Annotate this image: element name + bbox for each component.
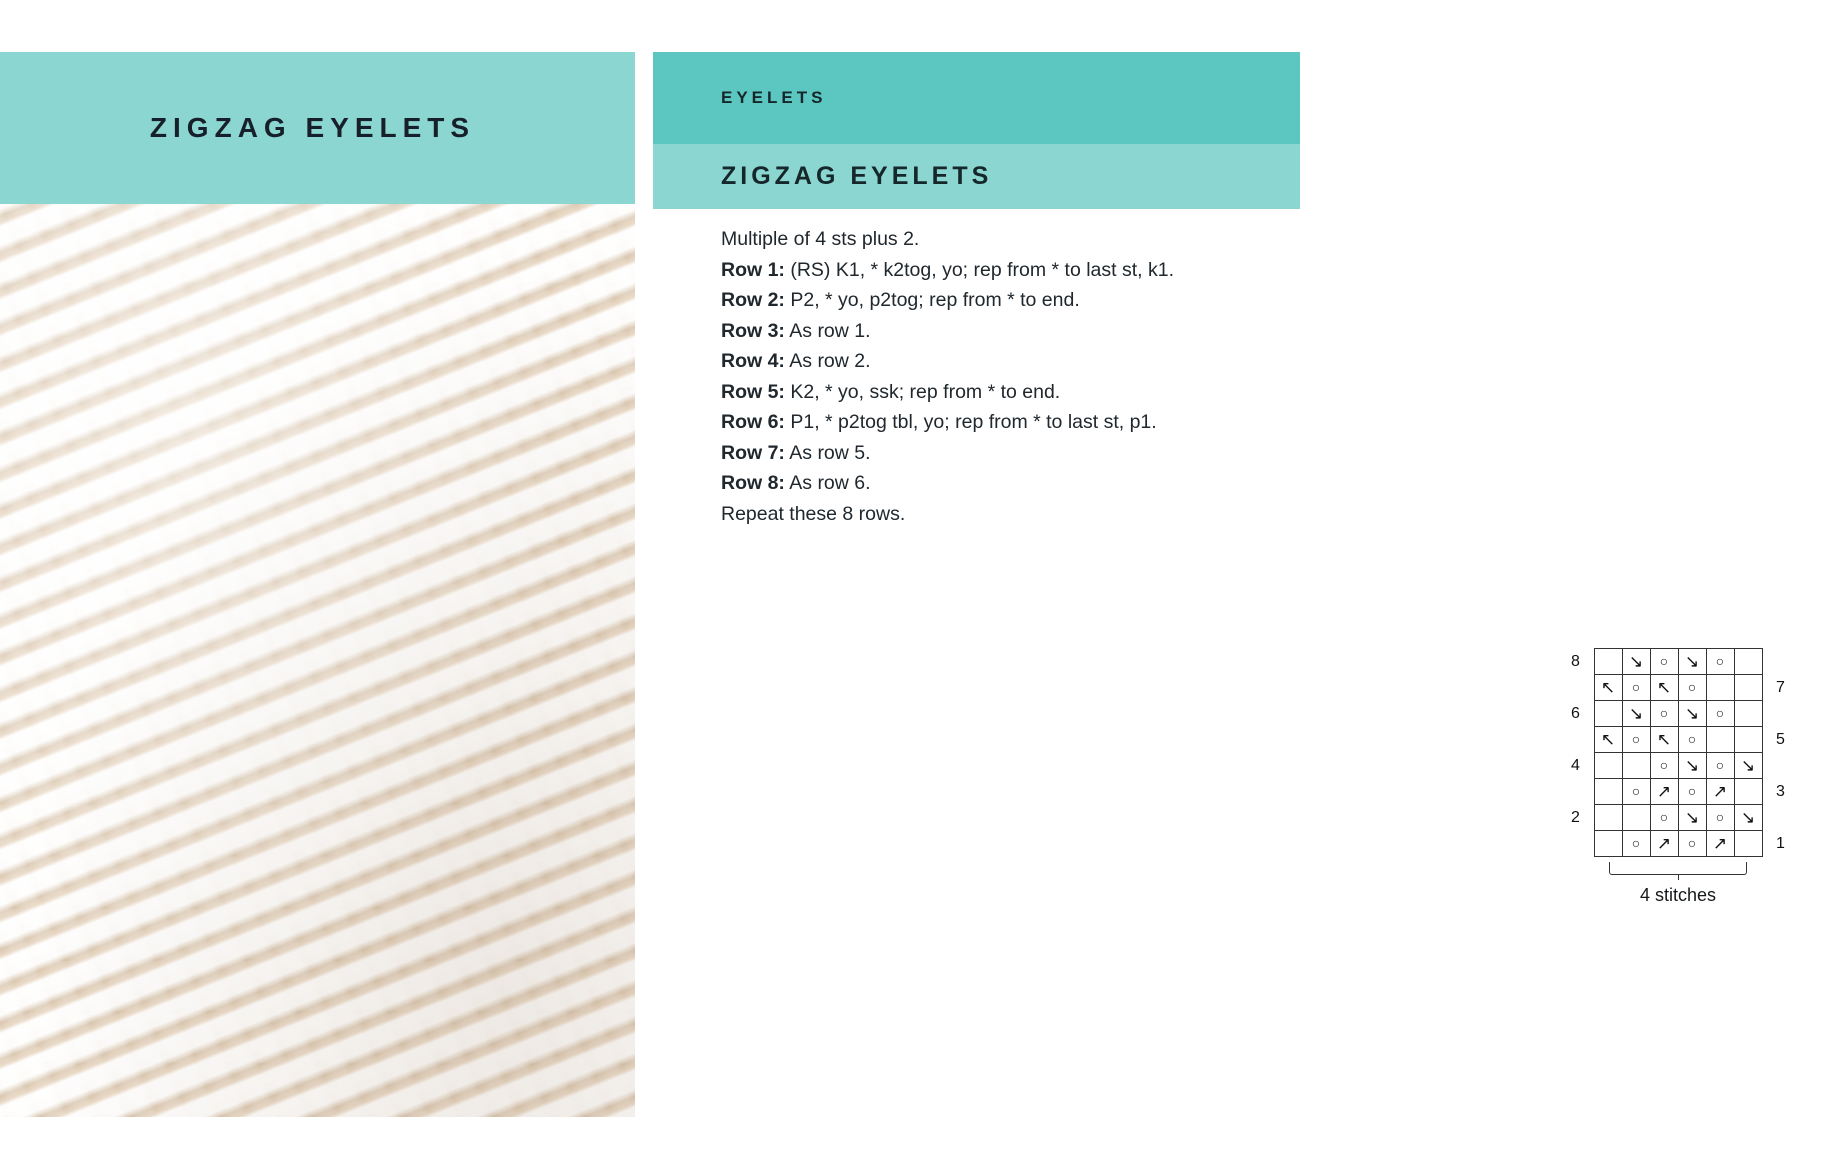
row-label-6: Row 6: (721, 411, 785, 433)
chart-row-label-right: 5 (1776, 730, 1785, 748)
chart-row (1558, 753, 1799, 779)
chart-cell (1678, 753, 1706, 779)
row-line-5 (721, 377, 1231, 407)
chart-symbol: ↖ (1600, 730, 1616, 749)
chart-symbol: ↗ (1656, 782, 1672, 801)
chart-cell (1734, 727, 1762, 753)
chart-cell (1678, 649, 1706, 675)
chart-row (1558, 831, 1799, 857)
chart-row-label-left: 6 (1571, 704, 1580, 722)
repeat-line: Repeat these 8 rows. (721, 502, 906, 525)
chart-symbol: ○ (1631, 731, 1641, 747)
chart-cell (1734, 805, 1762, 831)
chart-cell (1678, 727, 1706, 753)
chart-symbol: ○ (1687, 679, 1697, 695)
row-text-3: As row 1. (789, 319, 871, 342)
chart-cell (1650, 779, 1678, 805)
row-line-8 (721, 468, 1231, 498)
chart-row-label-right: 3 (1776, 782, 1785, 800)
chart-row-label-right (1762, 753, 1799, 779)
chart-cell (1594, 649, 1622, 675)
chart-symbol: ○ (1687, 783, 1697, 799)
chart-symbol: ↘ (1740, 756, 1756, 775)
row-text-7: As row 5. (789, 441, 871, 464)
chart-cell (1622, 727, 1650, 753)
chart-row (1558, 727, 1799, 753)
row-text-1: (RS) K1, * k2tog, yo; rep from * to last st, k1. (790, 258, 1174, 281)
chart-row (1558, 675, 1799, 701)
chart-cell (1594, 727, 1622, 753)
chart-symbol: ↘ (1684, 756, 1700, 775)
chart-symbol: ↗ (1712, 782, 1728, 801)
chart-cell (1678, 831, 1706, 857)
row-line-6 (721, 407, 1231, 437)
chart-cell (1594, 753, 1622, 779)
row-text-4: As row 2. (789, 350, 871, 372)
row-text-6: P1, * p2tog tbl, yo; rep from * to last st, p1. (790, 411, 1157, 433)
pattern-title: ZIGZAG EYELETS (721, 162, 993, 190)
chart-symbol: ○ (1715, 705, 1725, 721)
chart-row-label-right (1762, 805, 1799, 831)
row-label-4: Row 4: (721, 350, 785, 372)
chart-cell (1706, 727, 1734, 753)
chart-row (1558, 779, 1799, 805)
chart-cell (1622, 779, 1650, 805)
chart-cell (1734, 701, 1762, 727)
chart-symbol: ○ (1659, 653, 1669, 669)
instructions-card (653, 52, 1785, 1117)
chart-symbol: ○ (1687, 731, 1697, 747)
category-label: EYELETS (721, 88, 827, 107)
chart-symbol: ○ (1631, 783, 1641, 799)
chart-symbol: ↗ (1712, 834, 1728, 853)
chart-symbol: ↘ (1740, 808, 1756, 827)
row-line-3 (721, 316, 1231, 346)
chart-row (1558, 701, 1799, 727)
row-label-3: Row 3: (721, 319, 785, 342)
swatch-header (0, 52, 635, 204)
chart-grid (1558, 648, 1799, 857)
chart-cell (1678, 701, 1706, 727)
chart-symbol: ↘ (1628, 704, 1644, 723)
chart-row-label-left (1558, 727, 1595, 753)
row-label-7: Row 7: (721, 441, 785, 464)
chart-cell (1678, 805, 1706, 831)
chart-symbol: ↘ (1628, 652, 1644, 671)
knitted-swatch-photo (0, 204, 635, 1117)
chart-symbol: ↖ (1600, 678, 1616, 697)
chart-row-label-right: 1 (1776, 834, 1785, 852)
chart-cell (1650, 753, 1678, 779)
chart-symbol: ○ (1659, 705, 1669, 721)
swatch-title: ZIGZAG EYELETS (149, 112, 476, 143)
chart-cell (1622, 649, 1650, 675)
chart-row-label-left: 2 (1571, 808, 1580, 826)
chart-cell (1706, 753, 1734, 779)
chart-cell (1594, 675, 1622, 701)
chart-cell (1706, 779, 1734, 805)
chart-symbol: ↗ (1656, 834, 1672, 853)
chart-symbol: ○ (1631, 835, 1641, 851)
multiple-line: Multiple of 4 sts plus 2. (721, 228, 920, 250)
row-label-5: Row 5: (721, 380, 785, 403)
stitch-chart (1513, 648, 1843, 906)
chart-row (1558, 805, 1799, 831)
row-label-8: Row 8: (721, 472, 785, 494)
chart-symbol: ↖ (1656, 678, 1672, 697)
row-label-2: Row 2: (721, 289, 785, 311)
instructions-body (721, 224, 1231, 529)
chart-cell (1678, 675, 1706, 701)
chart-cell (1734, 649, 1762, 675)
row-line-1 (721, 255, 1231, 285)
swatch-card (0, 52, 635, 1117)
row-line-7 (721, 438, 1231, 468)
stitch-count-label: 4 stitches (1639, 885, 1717, 905)
row-line-4 (721, 346, 1231, 376)
chart-row-label-right (1762, 701, 1799, 727)
chart-cell (1734, 675, 1762, 701)
row-text-2: P2, * yo, p2tog; rep from * to end. (790, 289, 1080, 311)
chart-symbol: ↘ (1684, 652, 1700, 671)
chart-cell (1706, 831, 1734, 857)
chart-cell (1706, 675, 1734, 701)
chart-row-label-left (1558, 675, 1595, 701)
chart-symbol: ○ (1687, 835, 1697, 851)
chart-symbol: ○ (1659, 809, 1669, 825)
chart-cell (1650, 805, 1678, 831)
chart-symbol: ↖ (1656, 730, 1672, 749)
chart-row-label-left: 4 (1571, 756, 1580, 774)
chart-cell (1594, 831, 1622, 857)
chart-cell (1650, 675, 1678, 701)
chart-cell (1622, 753, 1650, 779)
chart-cell (1622, 831, 1650, 857)
row-text-5: K2, * yo, ssk; rep from * to end. (790, 380, 1061, 403)
row-label-1: Row 1: (721, 258, 785, 281)
row-text-8: As row 6. (789, 472, 871, 494)
chart-cell (1622, 701, 1650, 727)
chart-cell (1594, 805, 1622, 831)
chart-cell (1622, 675, 1650, 701)
chart-symbol: ○ (1659, 757, 1669, 773)
chart-row-label-left (1558, 831, 1595, 857)
chart-row-label-right (1762, 649, 1799, 675)
chart-cell (1734, 779, 1762, 805)
chart-cell (1622, 805, 1650, 831)
chart-symbol: ○ (1715, 809, 1725, 825)
chart-symbol: ↘ (1684, 808, 1700, 827)
chart-brace-row (1513, 862, 1843, 875)
chart-symbol: ○ (1715, 653, 1725, 669)
row-line-2 (721, 285, 1231, 315)
chart-cell (1734, 831, 1762, 857)
pattern-title-banner (653, 144, 1300, 209)
chart-row-label-left (1558, 779, 1595, 805)
chart-symbol: ○ (1631, 679, 1641, 695)
chart-cell (1650, 649, 1678, 675)
chart-cell (1594, 779, 1622, 805)
swatch-shading (0, 204, 635, 1117)
chart-cell (1734, 753, 1762, 779)
chart-symbol: ↘ (1684, 704, 1700, 723)
chart-cell (1594, 701, 1622, 727)
chart-symbol: ○ (1715, 757, 1725, 773)
chart-cell (1706, 701, 1734, 727)
chart-cell (1706, 805, 1734, 831)
chart-cell (1678, 779, 1706, 805)
category-banner (653, 52, 1300, 144)
stitch-repeat-brace (1609, 862, 1747, 875)
chart-cell (1706, 649, 1734, 675)
chart-cell (1650, 831, 1678, 857)
chart-cell (1650, 727, 1678, 753)
chart-row-label-left: 8 (1571, 652, 1580, 670)
chart-row (1558, 649, 1799, 675)
chart-cell (1650, 701, 1678, 727)
chart-row-label-right: 7 (1776, 678, 1785, 696)
